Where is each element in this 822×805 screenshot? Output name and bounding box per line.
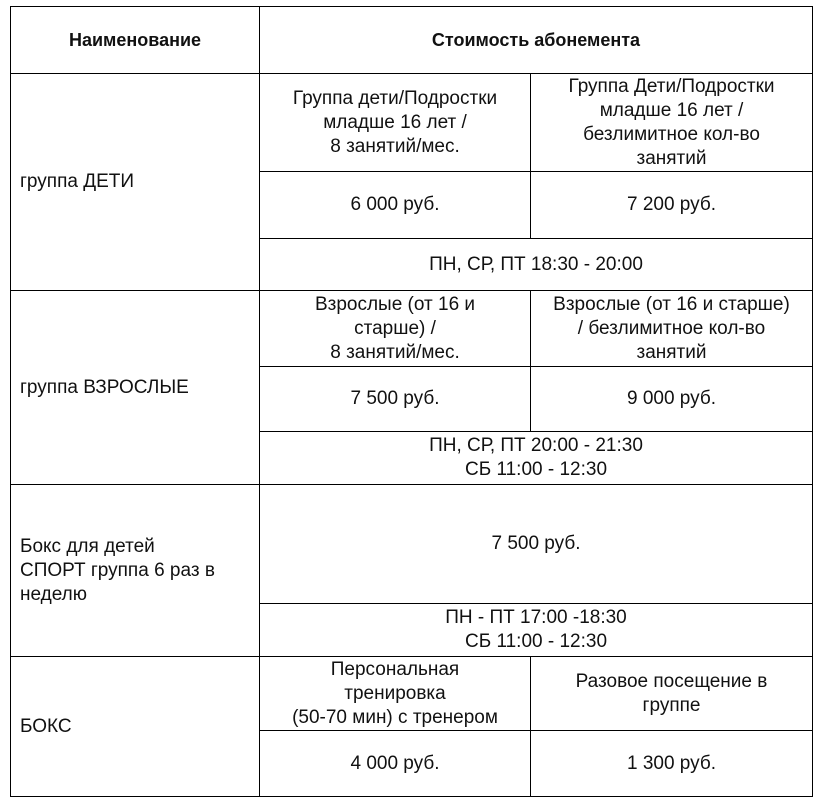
- price-text: 9 000 руб.: [626, 388, 717, 409]
- schedule-text: ПН, СР, ПТ 18:30 - 20:00: [429, 253, 643, 275]
- group-name-children: [11, 74, 259, 290]
- group-name-text: Бокс для детей СПОРТ группа 6 раз в неделю: [20, 535, 215, 605]
- option-adults-8: [260, 291, 530, 366]
- group-name-text: БОКС: [20, 715, 72, 737]
- price-adults-unlimited: [531, 367, 812, 431]
- price-single-visit: [531, 731, 812, 796]
- option-personal-training: [260, 657, 530, 730]
- option-text: Группа дети/Подростки младше 16 лет / 8 занятий/мес.: [292, 87, 498, 157]
- schedule-adults: [260, 432, 812, 484]
- option-text: Персональная тренировка (50-70 мин) с тренером: [292, 658, 498, 728]
- price-children-8: [260, 172, 530, 238]
- option-text: Группа Дети/Подростки младше 16 лет / безлимитное кол-во занятий: [568, 75, 775, 169]
- schedule-children: [260, 239, 812, 290]
- option-text: Взрослые (от 16 и старше) / 8 занятий/мес.: [314, 293, 476, 363]
- option-adults-unlimited: [531, 291, 812, 366]
- schedule-text: ПН, СР, ПТ 20:00 - 21:30 СБ 11:00 - 12:30: [429, 435, 643, 480]
- price-text: 7 200 руб.: [626, 194, 717, 215]
- header-price-text: Стоимость абонемента: [431, 30, 641, 50]
- header-price: [260, 7, 812, 73]
- header-name-text: Наименование: [68, 30, 202, 50]
- option-children-unlimited: [531, 74, 812, 171]
- group-name-adults: [11, 291, 259, 484]
- price-adults-8: [260, 367, 530, 431]
- option-single-visit: [531, 657, 812, 730]
- price-text: 4 000 руб.: [350, 752, 440, 774]
- price-text: 6 000 руб.: [350, 194, 440, 215]
- group-name-text: группа ВЗРОСЛЫЕ: [20, 376, 189, 398]
- option-text: Разовое посещение в группе: [575, 670, 768, 716]
- price-kids-boxing: [260, 485, 812, 603]
- price-text: 7 500 руб.: [491, 533, 581, 554]
- price-personal-training: [260, 731, 530, 796]
- group-name-kids-boxing: [11, 485, 259, 656]
- option-text: Взрослые (от 16 и старше) / безлимитное кол-во занятий: [553, 293, 790, 363]
- price-text: 7 500 руб.: [350, 388, 440, 409]
- price-text: 1 300 руб.: [626, 752, 717, 774]
- header-name: [11, 7, 259, 73]
- price-children-unlimited: [531, 172, 812, 238]
- group-name-text: группа ДЕТИ: [20, 171, 135, 192]
- group-name-boxing: [11, 657, 259, 796]
- schedule-text: ПН - ПТ 17:00 -18:30 СБ 11:00 - 12:30: [445, 607, 627, 652]
- option-children-8: [260, 74, 530, 171]
- schedule-kids-boxing: [260, 604, 812, 656]
